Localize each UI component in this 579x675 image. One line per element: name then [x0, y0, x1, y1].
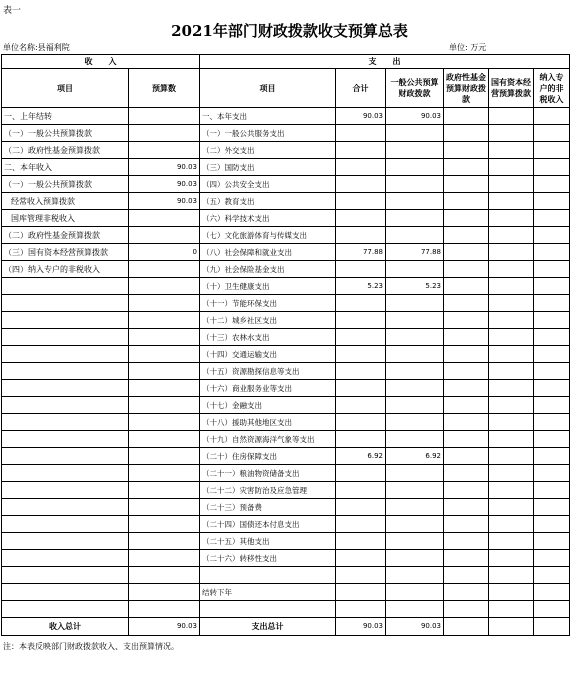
income-item-cell: 二、本年收入 [2, 159, 129, 176]
special-account-cell [534, 329, 570, 346]
state-capital-cell [489, 465, 534, 482]
table-row [2, 397, 570, 414]
income-budget-cell [129, 499, 200, 516]
gov-fund-cell [444, 550, 489, 567]
gov-fund-cell [444, 312, 489, 329]
table-row [2, 431, 570, 448]
expense-total-cell [336, 125, 386, 142]
general-budget-cell [386, 346, 444, 363]
general-budget-cell [386, 414, 444, 431]
income-item-cell [2, 295, 129, 312]
expense-total-cell [336, 516, 386, 533]
table-row [2, 601, 570, 618]
expense-total-cell [336, 482, 386, 499]
expense-item-cell: （二十二）灾害防治及应急管理 [200, 482, 336, 499]
special-account-cell [534, 193, 570, 210]
expense-item-cell: 一、本年支出 [200, 108, 336, 125]
gov-fund-cell [444, 125, 489, 142]
gov-fund-cell [444, 601, 489, 618]
special-account-cell [534, 227, 570, 244]
general-budget-cell [386, 261, 444, 278]
general-budget-cell [386, 142, 444, 159]
special-account-cell [534, 346, 570, 363]
income-item-cell [2, 278, 129, 295]
income-item-cell [2, 567, 129, 584]
general-budget-cell [386, 431, 444, 448]
income-budget-cell: 0 [129, 244, 200, 261]
table-row [2, 227, 570, 244]
budget-table [1, 54, 570, 636]
general-budget-cell [386, 533, 444, 550]
gov-fund-cell [444, 516, 489, 533]
special-account-cell [534, 176, 570, 193]
table-row [2, 448, 570, 465]
gov-fund-cell [444, 414, 489, 431]
general-budget-cell [386, 380, 444, 397]
table-row [2, 465, 570, 482]
income-item-cell [2, 533, 129, 550]
special-account-cell [534, 244, 570, 261]
income-budget-cell [129, 448, 200, 465]
income-budget-cell: 90.03 [129, 159, 200, 176]
expense-total-header: 合计 [336, 69, 386, 108]
special-account-cell [534, 295, 570, 312]
general-budget-cell [386, 295, 444, 312]
expense-total-cell [336, 312, 386, 329]
special-account-cell [534, 448, 570, 465]
state-capital-cell [489, 108, 534, 125]
special-account-cell [534, 397, 570, 414]
expense-item-cell: （二十三）预备费 [200, 499, 336, 516]
income-budget-cell [129, 550, 200, 567]
expense-total-cell [336, 601, 386, 618]
gov-fund-cell [444, 397, 489, 414]
general-budget-header: 一般公共预算财政拨款 [386, 69, 444, 108]
expense-item-cell: （二十一）粮油物资储备支出 [200, 465, 336, 482]
special-account-cell [534, 312, 570, 329]
expense-total-cell: 6.92 [336, 448, 386, 465]
special-account-cell [534, 380, 570, 397]
page-title: 2021年部门财政拨款收支预算总表 [171, 22, 408, 40]
income-budget-cell [129, 414, 200, 431]
special-account-cell [534, 550, 570, 567]
income-item-cell: 一、上年结转 [2, 108, 129, 125]
table-row [2, 363, 570, 380]
expense-item-cell: （十七）金融支出 [200, 397, 336, 414]
table-row [2, 125, 570, 142]
special-account-cell [534, 465, 570, 482]
expense-item-cell: （十五）资源勘探信息等支出 [200, 363, 336, 380]
income-item-cell: （一）一般公共预算拨款 [2, 176, 129, 193]
income-budget-cell [129, 533, 200, 550]
expense-total-cell [336, 193, 386, 210]
special-account-cell [534, 601, 570, 618]
income-budget-cell [129, 465, 200, 482]
gov-fund-cell [444, 210, 489, 227]
expense-total-cell [336, 142, 386, 159]
general-budget-cell [386, 312, 444, 329]
expense-total-cell [336, 431, 386, 448]
state-capital-cell [489, 397, 534, 414]
income-budget-cell: 90.03 [129, 193, 200, 210]
state-capital-cell [489, 516, 534, 533]
income-budget-cell [129, 516, 200, 533]
gov-fund-cell [444, 567, 489, 584]
gov-fund-cell [444, 533, 489, 550]
income-budget-cell [129, 278, 200, 295]
income-item-cell: （四）纳入专户的非税收入 [2, 261, 129, 278]
expense-item-cell [200, 601, 336, 618]
state-capital-cell [489, 414, 534, 431]
expense-total-cell [336, 584, 386, 601]
general-budget-cell [386, 499, 444, 516]
income-item-cell [2, 329, 129, 346]
table-row [2, 244, 570, 261]
state-capital-cell [489, 533, 534, 550]
special-account-cell [534, 142, 570, 159]
expense-total-cell [336, 397, 386, 414]
gov-fund-cell [444, 176, 489, 193]
table-row [2, 278, 570, 295]
gov-fund-cell [444, 193, 489, 210]
income-item-cell [2, 601, 129, 618]
expense-total-cell [336, 499, 386, 516]
table-row [2, 159, 570, 176]
state-capital-cell [489, 193, 534, 210]
income-item-cell: （三）国有资本经营预算拨款 [2, 244, 129, 261]
totals-row [2, 618, 570, 636]
income-item-cell: （一）一般公共预算拨款 [2, 125, 129, 142]
state-capital-cell [489, 601, 534, 618]
state-capital-cell [489, 261, 534, 278]
income-budget-cell [129, 601, 200, 618]
general-budget-cell [386, 159, 444, 176]
gov-fund-cell [444, 142, 489, 159]
income-budget-cell [129, 567, 200, 584]
income-item-header: 项目 [2, 69, 129, 108]
special-account-total-cell [534, 618, 570, 636]
table-row [2, 142, 570, 159]
special-account-cell [534, 516, 570, 533]
income-item-cell [2, 499, 129, 516]
expense-item-cell: （十六）商业服务业等支出 [200, 380, 336, 397]
income-item-cell [2, 516, 129, 533]
income-budget-cell [129, 380, 200, 397]
expense-item-header: 项目 [200, 69, 336, 108]
expense-total-cell [336, 295, 386, 312]
income-item-cell: 国库管理非税收入 [2, 210, 129, 227]
gov-fund-total-cell [444, 618, 489, 636]
income-budget-cell [129, 295, 200, 312]
gov-fund-cell [444, 227, 489, 244]
special-account-cell [534, 414, 570, 431]
expense-total-cell [336, 329, 386, 346]
general-budget-cell [386, 125, 444, 142]
state-capital-cell [489, 125, 534, 142]
income-item-cell [2, 380, 129, 397]
expense-total-cell [336, 227, 386, 244]
income-budget-cell: 90.03 [129, 176, 200, 193]
expense-total-cell [336, 363, 386, 380]
expense-item-cell: （二十）住房保障支出 [200, 448, 336, 465]
expense-item-cell: （十一）节能环保支出 [200, 295, 336, 312]
expense-total-cell [336, 567, 386, 584]
expense-total-cell [336, 346, 386, 363]
state-capital-cell [489, 159, 534, 176]
income-item-cell: （二）政府性基金预算拨款 [2, 142, 129, 159]
table-row [2, 329, 570, 346]
state-capital-header: 国有资本经营预算拨款 [489, 69, 534, 108]
income-item-cell [2, 448, 129, 465]
income-budget-cell [129, 397, 200, 414]
expense-item-cell: （六）科学技术支出 [200, 210, 336, 227]
gov-fund-cell [444, 482, 489, 499]
special-account-cell [534, 108, 570, 125]
table-note: 注：本表反映部门财政拨款收入、支出预算情况。 [3, 642, 179, 651]
state-capital-cell [489, 312, 534, 329]
state-capital-cell [489, 295, 534, 312]
income-budget-cell [129, 210, 200, 227]
table-row [2, 584, 570, 601]
state-capital-cell [489, 550, 534, 567]
income-budget-cell [129, 142, 200, 159]
section-header-row [2, 55, 570, 69]
expense-total-cell [336, 414, 386, 431]
table-row [2, 482, 570, 499]
income-budget-cell [129, 363, 200, 380]
income-item-cell [2, 414, 129, 431]
expense-total-cell [336, 533, 386, 550]
general-budget-cell: 6.92 [386, 448, 444, 465]
table-row [2, 516, 570, 533]
special-account-cell [534, 584, 570, 601]
table-row [2, 550, 570, 567]
table-row [2, 346, 570, 363]
expense-total-cell [336, 465, 386, 482]
state-capital-cell [489, 584, 534, 601]
gov-fund-cell [444, 108, 489, 125]
income-total-label: 收入总计 [2, 618, 129, 636]
special-account-header: 纳入专户的非税收入 [534, 69, 570, 108]
gov-fund-cell [444, 465, 489, 482]
income-budget-cell [129, 108, 200, 125]
general-budget-cell [386, 567, 444, 584]
expense-total-cell [336, 380, 386, 397]
general-budget-cell [386, 397, 444, 414]
gov-fund-cell [444, 244, 489, 261]
table-row [2, 176, 570, 193]
column-header-row [2, 69, 570, 108]
income-item-cell [2, 482, 129, 499]
income-item-cell [2, 363, 129, 380]
general-budget-cell: 5.23 [386, 278, 444, 295]
income-item-cell [2, 397, 129, 414]
gov-fund-header: 政府性基金预算财政拨款 [444, 69, 489, 108]
income-budget-cell [129, 227, 200, 244]
income-item-cell [2, 312, 129, 329]
income-total-value: 90.03 [129, 618, 200, 636]
special-account-cell [534, 125, 570, 142]
expense-item-cell: （一）一般公共服务支出 [200, 125, 336, 142]
income-budget-cell [129, 431, 200, 448]
income-section-header: 收 入 [2, 55, 200, 69]
expense-item-cell: （十）卫生健康支出 [200, 278, 336, 295]
table-row [2, 210, 570, 227]
state-capital-cell [489, 210, 534, 227]
expense-item-cell: （二十四）国债还本付息支出 [200, 516, 336, 533]
general-budget-cell [386, 601, 444, 618]
state-capital-cell [489, 431, 534, 448]
expense-total-cell [336, 210, 386, 227]
gov-fund-cell [444, 584, 489, 601]
general-budget-cell [386, 176, 444, 193]
expense-total-cell [336, 550, 386, 567]
income-item-cell [2, 431, 129, 448]
expense-section-header: 支 出 [200, 55, 570, 69]
expense-total-cell: 90.03 [336, 108, 386, 125]
table-row [2, 499, 570, 516]
special-account-cell [534, 567, 570, 584]
expense-item-cell: （七）文化旅游体育与传媒支出 [200, 227, 336, 244]
state-capital-cell [489, 380, 534, 397]
table-row [2, 567, 570, 584]
expense-item-cell: （三）国防支出 [200, 159, 336, 176]
income-item-cell [2, 550, 129, 567]
general-budget-cell: 77.88 [386, 244, 444, 261]
state-capital-cell [489, 329, 534, 346]
general-budget-cell: 90.03 [386, 108, 444, 125]
general-budget-cell [386, 329, 444, 346]
table-tag: 表一 [3, 6, 22, 16]
expense-item-cell: （十二）城乡社区支出 [200, 312, 336, 329]
special-account-cell [534, 261, 570, 278]
expense-item-cell: （四）公共安全支出 [200, 176, 336, 193]
general-budget-cell [386, 465, 444, 482]
expense-item-cell: （五）教育支出 [200, 193, 336, 210]
expense-total-cell: 5.23 [336, 278, 386, 295]
expense-item-cell [200, 567, 336, 584]
general-budget-cell [386, 210, 444, 227]
special-account-cell [534, 159, 570, 176]
state-capital-cell [489, 278, 534, 295]
income-item-cell [2, 584, 129, 601]
expense-item-cell: （二十六）转移性支出 [200, 550, 336, 567]
expense-total-cell [336, 159, 386, 176]
gov-fund-cell [444, 448, 489, 465]
gov-fund-cell [444, 329, 489, 346]
expense-item-cell: （八）社会保障和就业支出 [200, 244, 336, 261]
special-account-cell [534, 278, 570, 295]
gov-fund-cell [444, 346, 489, 363]
gov-fund-cell [444, 261, 489, 278]
special-account-cell [534, 482, 570, 499]
state-capital-cell [489, 363, 534, 380]
special-account-cell [534, 499, 570, 516]
expense-total-label: 支出总计 [200, 618, 336, 636]
state-capital-cell [489, 227, 534, 244]
income-budget-cell [129, 329, 200, 346]
expense-item-cell: （二）外交支出 [200, 142, 336, 159]
income-budget-header: 预算数 [129, 69, 200, 108]
general-budget-cell [386, 584, 444, 601]
unit-currency: 单位: 万元 [449, 43, 487, 52]
income-budget-cell [129, 346, 200, 363]
gov-fund-cell [444, 499, 489, 516]
expense-item-cell: （九）社会保险基金支出 [200, 261, 336, 278]
table-row [2, 261, 570, 278]
general-budget-total-value: 90.03 [386, 618, 444, 636]
expense-item-cell: （十四）交通运输支出 [200, 346, 336, 363]
income-item-cell: 经常收入预算拨款 [2, 193, 129, 210]
general-budget-cell [386, 363, 444, 380]
special-account-cell [534, 533, 570, 550]
income-budget-cell [129, 482, 200, 499]
general-budget-cell [386, 516, 444, 533]
state-capital-cell [489, 448, 534, 465]
table-row [2, 312, 570, 329]
state-capital-cell [489, 567, 534, 584]
state-capital-cell [489, 499, 534, 516]
state-capital-cell [489, 244, 534, 261]
income-item-cell [2, 465, 129, 482]
state-capital-total-cell [489, 618, 534, 636]
expense-item-cell: （二十五）其他支出 [200, 533, 336, 550]
general-budget-cell [386, 227, 444, 244]
gov-fund-cell [444, 295, 489, 312]
table-row [2, 414, 570, 431]
gov-fund-cell [444, 431, 489, 448]
table-row [2, 108, 570, 125]
income-budget-cell [129, 261, 200, 278]
income-budget-cell [129, 584, 200, 601]
income-item-cell [2, 346, 129, 363]
gov-fund-cell [444, 159, 489, 176]
state-capital-cell [489, 482, 534, 499]
special-account-cell [534, 363, 570, 380]
expense-total-cell: 77.88 [336, 244, 386, 261]
gov-fund-cell [444, 278, 489, 295]
expense-item-cell: （十九）自然资源海洋气象等支出 [200, 431, 336, 448]
expense-total-value: 90.03 [336, 618, 386, 636]
gov-fund-cell [444, 363, 489, 380]
income-budget-cell [129, 312, 200, 329]
special-account-cell [534, 431, 570, 448]
expense-item-cell: （十八）援助其他地区支出 [200, 414, 336, 431]
expense-item-cell: （十三）农林水支出 [200, 329, 336, 346]
special-account-cell [534, 210, 570, 227]
income-budget-cell [129, 125, 200, 142]
income-item-cell: （二）政府性基金预算拨款 [2, 227, 129, 244]
state-capital-cell [489, 346, 534, 363]
general-budget-cell [386, 550, 444, 567]
table-row [2, 295, 570, 312]
table-row [2, 193, 570, 210]
general-budget-cell [386, 482, 444, 499]
expense-total-cell [336, 176, 386, 193]
general-budget-cell [386, 193, 444, 210]
expense-total-cell [336, 261, 386, 278]
unit-name: 单位名称:县福利院 [3, 43, 70, 52]
table-row [2, 533, 570, 550]
table-row [2, 380, 570, 397]
expense-item-cell: 结转下年 [200, 584, 336, 601]
state-capital-cell [489, 142, 534, 159]
state-capital-cell [489, 176, 534, 193]
gov-fund-cell [444, 380, 489, 397]
